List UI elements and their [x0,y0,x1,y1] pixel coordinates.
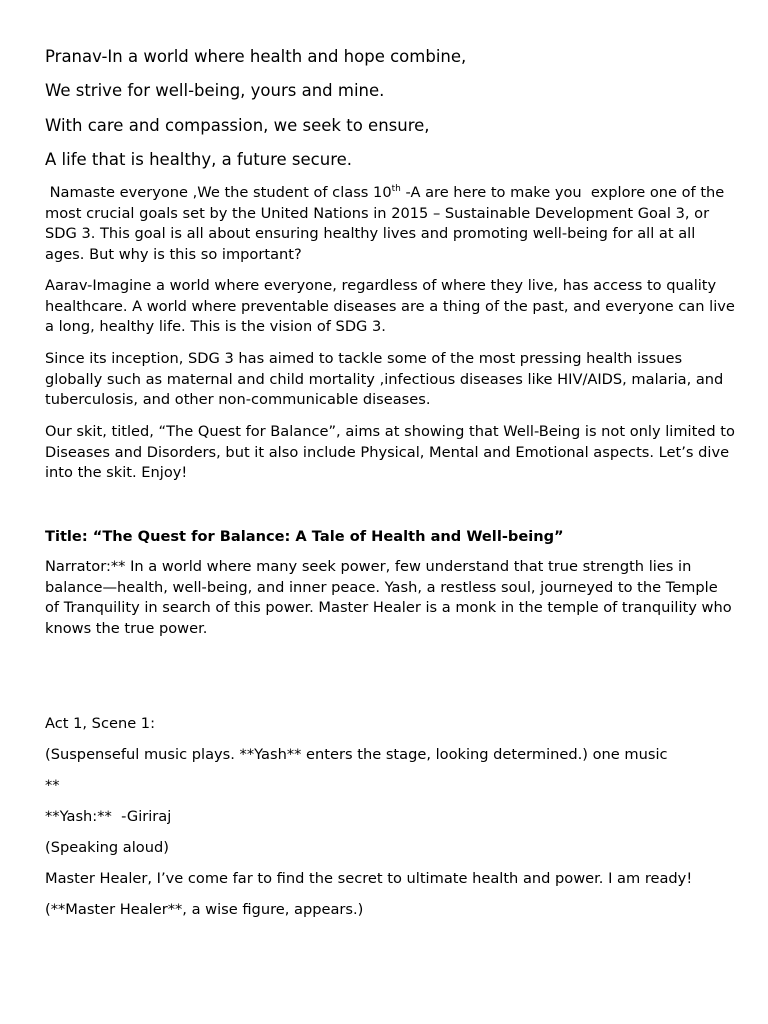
stage-direction-speaking: (Speaking aloud) [45,839,169,856]
intro-paragraph [45,183,735,266]
intro-text-rest: -A are here to make you explore one of the most crucial goals set by the United Nations in 2015 – Sustainable Development Goal 3, or SDG 3. This goal is all about ensuring healthy lives and promoting well-being for all at all ages. But why is this so important? [45,184,729,264]
yash-speaker-label: **Yash:** -Giriraj [45,808,172,825]
sdg3-history-paragraph: Since its inception, SDG 3 has aimed to tackle some of the most pressing health issues globally such as maternal and child mortality ,infectious diseases like HIV/AIDS, malaria, and tuberculosis, and other non-communicable diseases. [45,350,724,409]
music-cue: (Suspenseful music plays. **Yash** enters the stage, looking determined.) one music [45,746,668,763]
poem-line-1: Pranav-In a world where health and hope combine, [45,47,467,66]
intro-superscript: th [391,184,401,195]
stage-direction-healer: (**Master Healer**, a wise figure, appears.) [45,901,364,918]
narrator-paragraph: Narrator:** In a world where many seek power, few understand that true strength lies in balance—health, well-being, and inner peace. Yash, a restless soul, journeyed to the Temple of Tranquility in search of this power. Master Healer is a monk in the temple of tranquility who knows the true power. [45,558,732,638]
poem-line-3: With care and compassion, we seek to ensure, [45,116,430,135]
skit-intro-paragraph: Our skit, titled, “The Quest for Balance”, aims at showing that Well-Being is not only limited to Diseases and Disorders, but it also include Physical, Mental and Emotional aspects. Let’s dive into the skit. Enjoy! [45,423,735,482]
stars-line: ** [45,777,60,794]
aarav-paragraph: Aarav-Imagine a world where everyone, regardless of where they live, has access to quality healthcare. A world where preventable diseases are a thing of the past, and everyone can live a long, healthy life. This is the vision of SDG 3. [45,277,735,336]
skit-title: Title: “The Quest for Balance: A Tale of Health and Well-being” [45,528,564,545]
intro-text-start: Namaste everyone ,We the student of class 10 [45,184,392,201]
act-scene-heading: Act 1, Scene 1: [45,715,156,732]
yash-dialogue: Master Healer, I’ve come far to find the secret to ultimate health and power. I am ready! [45,870,693,887]
poem-line-2: We strive for well-being, yours and mine. [45,81,385,100]
poem-line-4: A life that is healthy, a future secure. [45,150,353,169]
